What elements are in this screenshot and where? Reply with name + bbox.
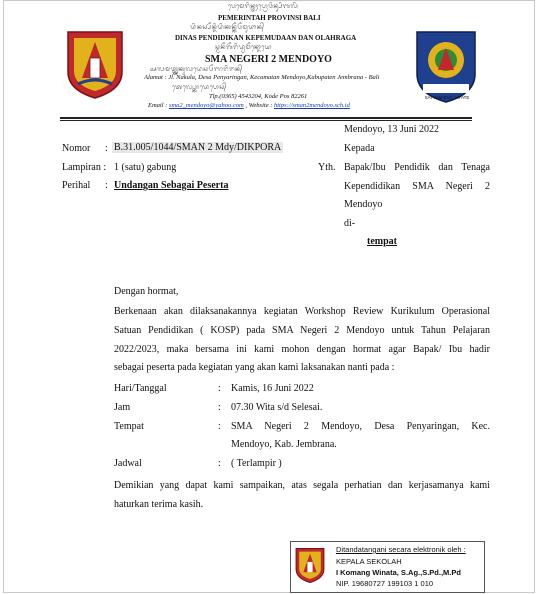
lampiran-value: 1 (satu) gabung	[114, 162, 177, 173]
email-label: Email :	[148, 102, 168, 109]
addressee-line-3: Mendoyo	[344, 199, 383, 210]
signature-logo	[293, 545, 327, 585]
yth-label: Yth.	[318, 162, 336, 173]
government-name: PEMERINTAH PROVINSI BALI	[218, 14, 321, 22]
balinese-line-4: ᬅᬮᬫᬢ᭄ᬚ᭄ᬮ᭄ᬦᬓᬸᬮᬤᬾᬲᬧᭂᬜᬭᬶᬗᬦ᭄	[150, 67, 243, 73]
addressee-line-2: Kependidikan SMA Negeri 2	[344, 181, 490, 192]
department-name: DINAS PENDIDIKAN KEPEMUDAAN DAN OLAHRAGA	[175, 34, 357, 42]
greeting: Dengan hormat,	[114, 286, 179, 297]
phone: Tlp.(0365) 4543204, Kode Pos 82261	[209, 93, 308, 100]
hari-colon: :	[218, 383, 221, 394]
school-address: Alamat : Jl. Nakula, Desa Penyaringan, Kecamatan Mendoyo,Kabupaten Jembrana - Bali	[144, 74, 380, 81]
tempat-label: tempat	[367, 236, 397, 247]
paragraph-line-3: 2022/2023, maka bersama ini kami mohon dengan hormat agar Bapak/ Ibu hadir	[114, 344, 490, 355]
jam-value: 07.30 Wita s/d Selesai.	[231, 402, 323, 413]
tempat-event-label: Tempat	[114, 421, 144, 432]
hari-label: Hari/Tanggal	[114, 383, 167, 394]
closing-line-1: Demikian yang dapat kami sampaikan, atas segala perhatian dan kerjasamanya kami	[114, 480, 490, 491]
perihal-colon: :	[105, 180, 108, 191]
balinese-line-1: ᬧᬾᬫᬾᬭᬶᬦ᭄ᬢᬄᬧ᭄ᬭᭀᬯᬶᬦ᭄ᬲᬶᬩᬮᬶ	[228, 4, 299, 10]
paragraph-line-1: Berkenaan akan dilaksanakannya kegiatan Workshop Review Kurikulum Operasional	[114, 306, 490, 317]
tempat-event-value-1: SMA Negeri 2 Mendoyo, Desa Penyaringan, Kec.	[231, 421, 490, 432]
paragraph-line-4: sebagai peserta pada kegiatan yang akan kami laksanakan nanti pada :	[114, 362, 395, 373]
tempat-event-colon: :	[218, 421, 221, 432]
jam-colon: :	[218, 402, 221, 413]
contact-line	[148, 102, 350, 109]
balinese-line-2: ᬤᬶᬦᬲ᭄ᬧᭂᬦ᭄ᬤᬶᬤᬶᬓᬦ᭄ᬓᭂᬧᭂᬫᬸᬤᬵᬦ᭄	[190, 25, 265, 31]
lampiran-label: Lampiran :	[62, 162, 107, 173]
closing-line-2: haturkan terima kasih.	[114, 499, 204, 510]
di-label: di-	[344, 218, 356, 229]
jadwal-label: Jadwal	[114, 458, 142, 469]
paragraph-line-2: Satuan Pendidikan ( KOSP) pada SMA Negeri 2 Mendoyo untuk Tahun Pelajaran	[114, 325, 490, 336]
perihal-value: Undangan Sebagai Peserta	[114, 180, 229, 191]
website-label: , Website :	[245, 102, 273, 109]
header-divider-thick	[60, 117, 472, 119]
nomor-colon: :	[105, 143, 108, 154]
signer-role: KEPALA SEKOLAH	[336, 557, 402, 566]
jam-label: Jam	[114, 402, 131, 413]
perihal-label: Perihal	[62, 180, 91, 191]
kepada-label: Kepada	[344, 143, 375, 154]
tempat-event-value-2: Mendoyo, Kab. Jembrana.	[231, 439, 337, 450]
addressee-line-1: Bapak/Ibu Pendidik dan Tenaga	[344, 162, 490, 173]
bali-province-logo	[62, 28, 128, 100]
signer-name: I Komang Winata, S.Ag.,S.Pd.,M.Pd	[336, 568, 461, 577]
jadwal-value: ( Terlampir )	[231, 458, 282, 469]
website-link[interactable]: https://sman2mendoyo.sch.id	[274, 102, 350, 109]
balinese-line-3: ᬲ᭄ᬫᬦᭂᬕᭂᬭᬶᬤ᭄ᬯᬫᭂᬦ᭄ᬤᭀᬬᭀ	[215, 45, 272, 51]
jembrana-logo	[413, 28, 479, 104]
right-logo-caption: SATYAM EVA JAYATE	[424, 95, 470, 100]
nomor-label: Nomor	[62, 143, 91, 154]
hari-value: Kamis, 16 Juni 2022	[231, 383, 314, 394]
letter-date: Mendoyo, 13 Juni 2022	[344, 124, 439, 135]
email-link[interactable]: sma2_mendoyo@yahoo.com	[168, 102, 244, 109]
signed-note: Ditandatangani secara elektronik oleh :	[336, 545, 466, 554]
header-divider-thin	[60, 120, 472, 121]
signer-nip: NIP. 19680727 199103 1 010	[336, 579, 434, 588]
balinese-line-5: ᬢᬾᬮ᭄ᬧ᭄ᬓᭀᬤᬾᬧᭀᬲ᭄	[172, 85, 227, 91]
jadwal-colon: :	[218, 458, 221, 469]
school-name: SMA NEGERI 2 MENDOYO	[205, 54, 332, 65]
nomor-value: B.31.005/1044/SMAN 2 Mdy/DIKPORA	[114, 142, 282, 153]
